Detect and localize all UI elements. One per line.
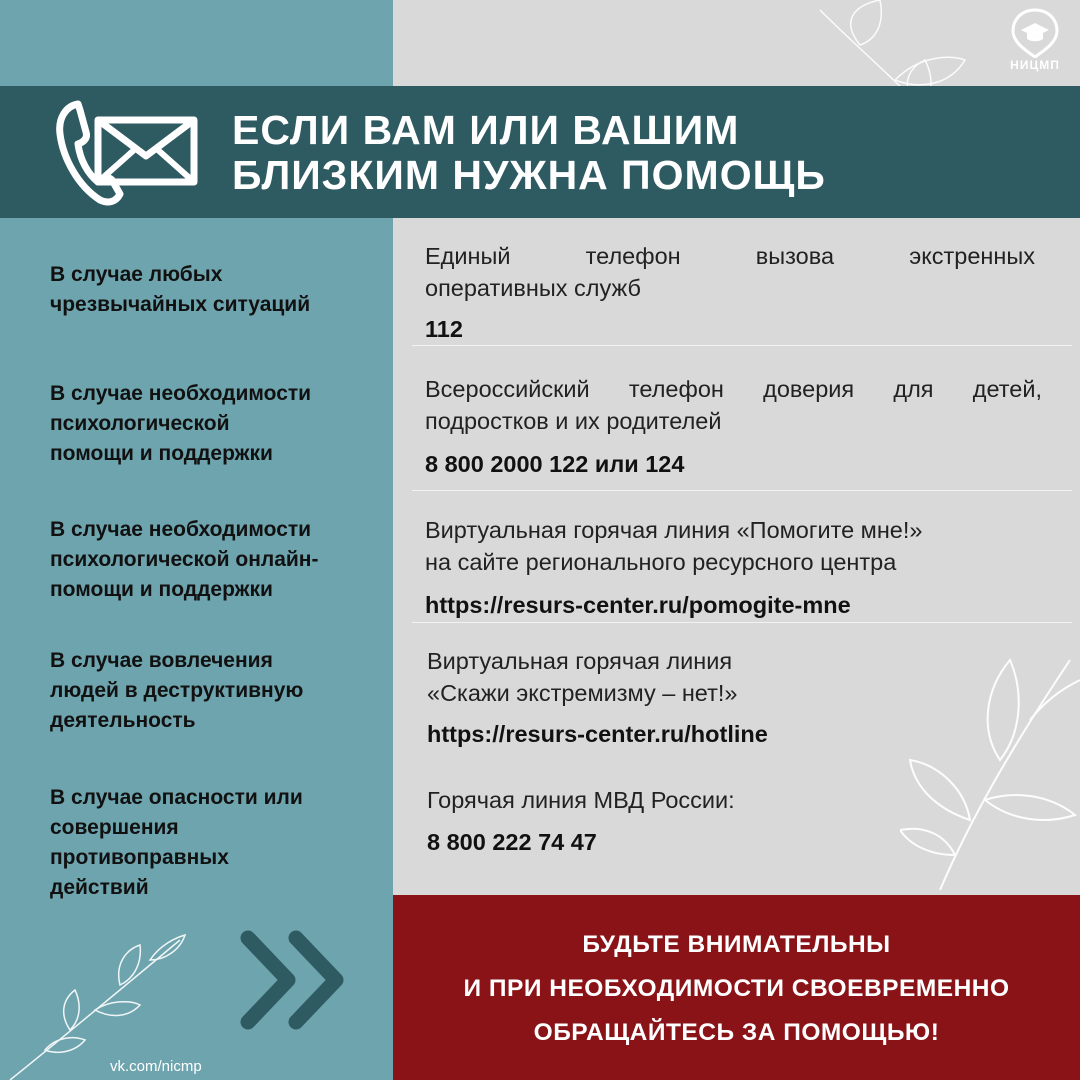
service-description-line: Виртуальная горячая линия bbox=[427, 648, 733, 674]
service-description-line: на сайте регионального ресурсного центра bbox=[425, 549, 897, 575]
service-description bbox=[425, 405, 1042, 437]
case-label-line: психологической bbox=[50, 412, 230, 435]
title-line: БЛИЗКИМ НУЖНА ПОМОЩЬ bbox=[232, 152, 826, 198]
case-label-line: действий bbox=[50, 876, 149, 899]
case-label-line: противоправных bbox=[50, 846, 229, 869]
cta-line: И ПРИ НЕОБХОДИМОСТИ СВОЕВРЕМЕННО bbox=[463, 975, 1010, 1002]
call-to-action-text bbox=[393, 923, 1080, 1055]
divider bbox=[412, 490, 1072, 491]
phone-number[interactable]: 8 800 2000 122 или 124 bbox=[425, 451, 685, 477]
case-label-line: В случае вовлечения bbox=[50, 649, 273, 672]
case-label-line: деятельность bbox=[50, 709, 196, 732]
divider bbox=[412, 345, 1072, 346]
phone-number[interactable]: 112 bbox=[425, 316, 463, 342]
service-description bbox=[425, 373, 1042, 405]
service-description bbox=[425, 240, 1035, 272]
website-link[interactable]: https://resurs-center.ru/pomogite-mne bbox=[425, 592, 851, 618]
case-label-line: психологической онлайн- bbox=[50, 548, 319, 571]
cta-line: БУДЬТЕ ВНИМАТЕЛЬНЫ bbox=[582, 931, 891, 958]
vk-link[interactable]: vk.com/nicmp bbox=[110, 1058, 202, 1075]
service-description-line: оперативных служб bbox=[425, 275, 641, 301]
service-description bbox=[425, 272, 1035, 304]
case-label bbox=[50, 379, 380, 469]
case-label-line: совершения bbox=[50, 816, 179, 839]
case-label-line: помощи и поддержки bbox=[50, 442, 273, 465]
service-description-line: Виртуальная горячая линия «Помогите мне!» bbox=[425, 517, 923, 543]
case-label bbox=[50, 260, 380, 320]
service-description-line: Всероссийский телефон доверия для детей, bbox=[425, 376, 1042, 402]
case-label-line: В случае необходимости bbox=[50, 518, 312, 541]
header-banner bbox=[0, 86, 1080, 218]
logo-text: НИЦМП bbox=[1010, 58, 1060, 72]
call-to-action-banner bbox=[393, 895, 1080, 1080]
leaf-branch-icon bbox=[900, 640, 1080, 900]
service-description-line: Горячая линия МВД России: bbox=[427, 787, 735, 813]
cta-line: ОБРАЩАЙТЕСЬ ЗА ПОМОЩЬЮ! bbox=[533, 1019, 940, 1046]
location-pin-icon bbox=[997, 8, 1073, 58]
case-label-line: людей в деструктивную bbox=[50, 679, 304, 702]
double-chevron-right-icon bbox=[240, 930, 350, 1030]
case-label-line: чрезвычайных ситуаций bbox=[50, 293, 311, 316]
case-label bbox=[50, 515, 380, 605]
service-description bbox=[427, 645, 927, 709]
service-description bbox=[425, 514, 1045, 578]
phone-number[interactable]: 8 800 222 74 47 bbox=[427, 829, 597, 855]
website-link[interactable]: https://resurs-center.ru/hotline bbox=[427, 721, 768, 747]
case-label bbox=[50, 783, 380, 903]
case-label-line: помощи и поддержки bbox=[50, 578, 273, 601]
case-label-line: В случае опасности или bbox=[50, 786, 303, 809]
case-label-line: В случае любых bbox=[50, 263, 223, 286]
title-line: ЕСЛИ ВАМ ИЛИ ВАШИМ bbox=[232, 107, 740, 153]
service-description-line: подростков и их родителей bbox=[425, 408, 722, 434]
service-description bbox=[427, 784, 927, 816]
divider bbox=[412, 622, 1072, 623]
service-description-line: «Скажи экстремизму – нет!» bbox=[427, 680, 738, 706]
case-label-line: В случае необходимости bbox=[50, 382, 312, 405]
service-description-line: Единый телефон вызова экстренных bbox=[425, 243, 1035, 269]
case-label bbox=[50, 646, 380, 736]
page-title bbox=[232, 108, 826, 198]
phone-envelope-icon bbox=[48, 96, 204, 208]
nicmp-logo bbox=[997, 8, 1073, 80]
